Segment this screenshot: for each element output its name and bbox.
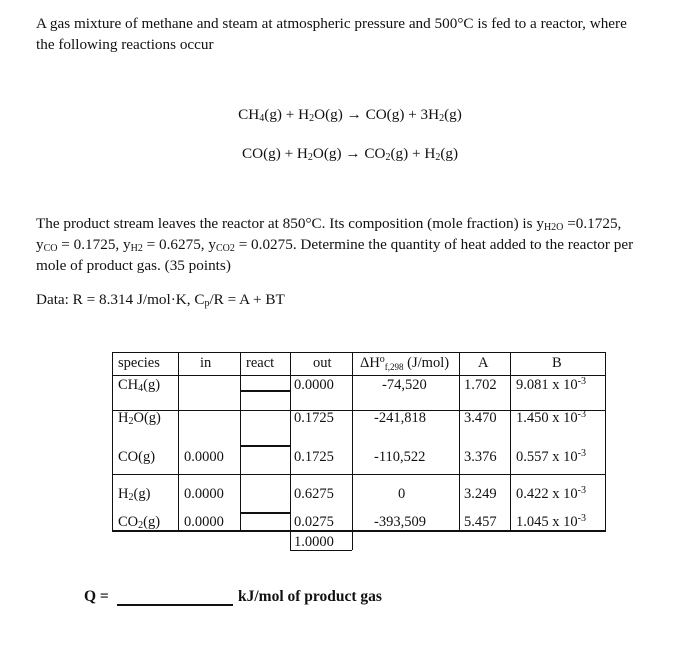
table-row xyxy=(112,447,605,469)
header-b: B xyxy=(552,355,562,371)
total-out-cell: 1.0000 xyxy=(294,534,334,550)
answer-unit: kJ/mol of product gas xyxy=(238,588,382,605)
answer-label: Q = xyxy=(84,588,109,605)
intro-line-2: the following reactions occur xyxy=(36,36,214,53)
b-cell: 1.450 x $10^{-3}$ xyxy=(516,409,586,426)
data-line: Data: R = 8.314 J/mol·K, $C_p/R = A$ + BT xyxy=(36,291,285,309)
a-cell: 3.376 xyxy=(464,449,497,465)
table-row xyxy=(112,512,605,534)
out-cell: 0.0275 xyxy=(294,514,334,530)
b-cell: 0.422 x $10^{-3}$ xyxy=(516,485,586,502)
in-cell: 0.0000 xyxy=(184,486,224,502)
total-row xyxy=(112,532,605,554)
species-cell: $H_2O(g)$ xyxy=(118,410,161,427)
out-cell: 0.1725 xyxy=(294,449,334,465)
header-out: out xyxy=(313,355,332,371)
dh-cell: -241,818 xyxy=(374,410,426,426)
out-cell: 0.0000 xyxy=(294,377,334,393)
product-line-2: $y_{CO} = 0.1725$, $y_{H2} = 0.6275$, $y_{CO2} = 0.0275$. Determine the quantity of heat added to the reactor per xyxy=(36,236,634,254)
dh-cell: -110,522 xyxy=(374,449,426,465)
a-cell: 1.702 xyxy=(464,377,497,393)
table-row xyxy=(112,484,605,506)
header-react: react xyxy=(246,355,275,371)
reaction-2: $CO(g) + H_2O(g) \to CO_2(g) + H_2(g)$ xyxy=(241,145,459,163)
species-cell: $CH_4(g)$ xyxy=(118,377,161,394)
a-cell: 3.249 xyxy=(464,486,497,502)
table-row xyxy=(112,375,605,397)
dh-cell: 0 xyxy=(398,486,406,502)
in-cell: 0.0000 xyxy=(184,514,224,530)
out-cell: 0.1725 xyxy=(294,410,334,426)
dh-cell: -393,509 xyxy=(374,514,426,530)
b-cell: 0.557 x $10^{-3}$ xyxy=(516,448,586,465)
product-line-3: mole of product gas. (35 points) xyxy=(36,257,231,274)
species-cell: CO(g) xyxy=(118,449,156,465)
b-cell: 9.081 x $10^{-3}$ xyxy=(516,376,586,393)
product-line-1: The product stream leaves the reactor at 850°C. Its composition (mole fraction) is $y_{H2O} =0.1725$, xyxy=(36,215,622,233)
header-dh: $\Delta H^o_{f,298}$ (J/mol) xyxy=(360,354,450,372)
header-species: species xyxy=(118,355,160,371)
table-row xyxy=(112,408,605,430)
header-in: in xyxy=(200,355,212,371)
species-cell: $CO_2(g)$ xyxy=(118,514,161,531)
species-cell: $H_2(g)$ xyxy=(118,486,151,503)
table-header-row xyxy=(112,353,605,375)
dh-cell: -74,520 xyxy=(382,377,427,393)
reaction-1: $CH_4(g) + H_2O(g) \to CO(g) + 3H_2(g)$ xyxy=(238,106,462,124)
a-cell: 5.457 xyxy=(464,514,497,530)
b-cell: 1.045 x $10^{-3}$ xyxy=(516,513,586,530)
a-cell: 3.470 xyxy=(464,410,497,426)
answer-blank[interactable] xyxy=(117,604,233,606)
out-cell: 0.6275 xyxy=(294,486,334,502)
header-a: A xyxy=(478,355,489,371)
in-cell: 0.0000 xyxy=(184,449,224,465)
intro-line-1: A gas mixture of methane and steam at atmospheric pressure and 500°C is fed to a reactor, where xyxy=(36,15,627,32)
